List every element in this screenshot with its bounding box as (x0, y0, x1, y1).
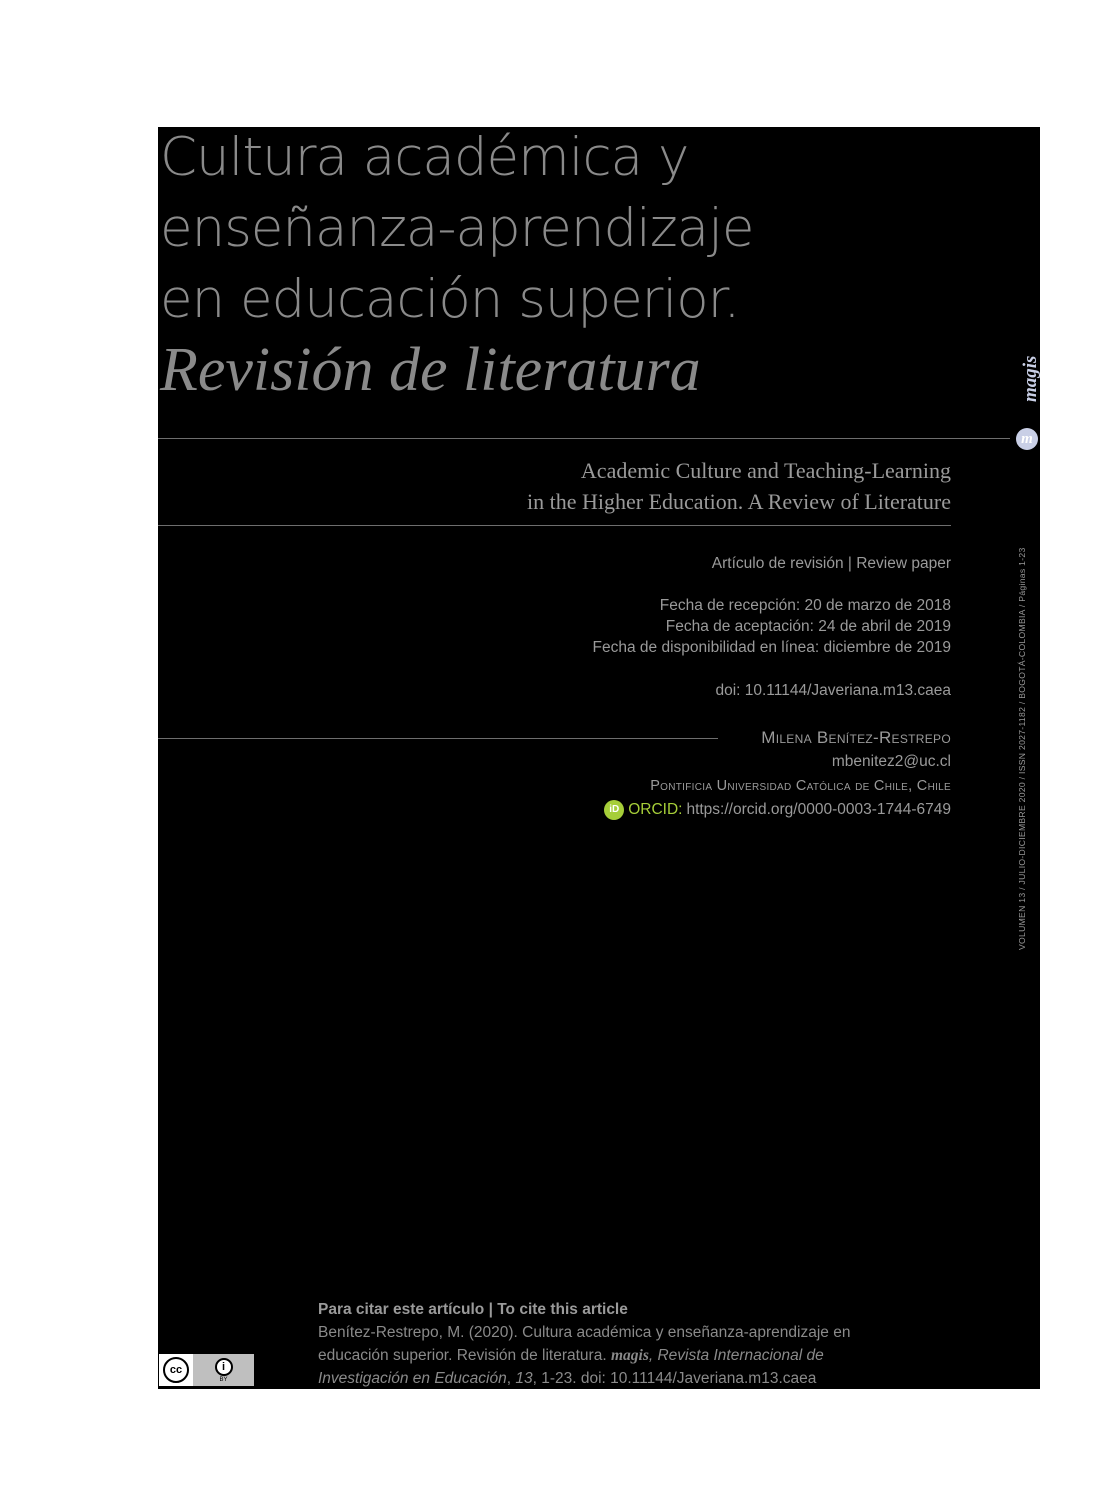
citation-block (318, 1298, 918, 1390)
citation-part-4: , 1-23. doi: 10.11144/Javeriana.m13.caea (532, 1370, 817, 1387)
citation-part-1: Benítez-Restrepo, M. (2020). Cultura académica y enseñanza-aprendizaje en educación superior. Revisión de literatura. (318, 1324, 851, 1364)
citation-volume: 13 (515, 1370, 533, 1387)
received-date: Fecha de recepción: 20 de marzo de 2018 (659, 597, 951, 614)
citation-journal-name: magis (610, 1347, 649, 1364)
article-type: Artículo de revisión | Review paper (711, 555, 951, 572)
author-name: Milena Benítez-Restrepo (761, 728, 951, 747)
title-line-2: enseñanza-aprendizaje (160, 198, 754, 259)
creative-commons-icon: cc (163, 1357, 189, 1383)
english-title-divider (158, 525, 951, 526)
english-title-line-1: Academic Culture and Teaching-Learning (580, 458, 951, 483)
cc-by-license-badge[interactable] (158, 1353, 255, 1387)
citation-part-2: , Revista Internacional de Investigación en Educación (318, 1347, 824, 1387)
online-date: Fecha de disponibilidad en línea: diciembre de 2019 (592, 639, 951, 656)
accepted-date: Fecha de aceptación: 24 de abril de 2019 (665, 618, 951, 635)
author-affiliation: Pontificia Universidad Católica de Chile, Chile (650, 778, 951, 794)
article-title (160, 122, 920, 403)
orcid-label: ORCID: (628, 801, 683, 818)
title-line-4: Revisión de literatura (160, 336, 701, 404)
orcid-icon: iD (604, 800, 624, 820)
doi: doi: 10.11144/Javeriana.m13.caea (715, 682, 951, 699)
magis-logo-icon: m (1016, 428, 1038, 450)
dates-block (593, 595, 951, 658)
orcid-row (604, 798, 951, 822)
title-line-3: en educación superior. (160, 269, 740, 330)
title-line-1: Cultura académica y (160, 127, 689, 188)
english-title (391, 455, 951, 517)
citation-text (318, 1321, 918, 1390)
cc-by-section (193, 1354, 254, 1386)
title-divider (158, 438, 1010, 439)
english-title-line-2: in the Higher Education. A Review of Literature (527, 489, 951, 514)
journal-side-info: VOLUMEN 13 / JULIO-DICIEMBRE 2020 / ISSN 2027-1182 / BOGOTÁ-COLOMBIA / Páginas 1-23 (1017, 547, 1027, 950)
citation-heading: Para citar este artículo | To cite this article (318, 1301, 628, 1318)
orcid-link[interactable]: https://orcid.org/0000-0003-1744-6749 (686, 801, 951, 818)
author-block (604, 726, 951, 822)
magis-wordmark: magis (1020, 355, 1041, 402)
citation-part-3: , (506, 1370, 516, 1387)
attribution-icon: i (215, 1358, 233, 1376)
by-label: BY (219, 1376, 228, 1383)
author-email[interactable]: mbenitez2@uc.cl (831, 753, 951, 770)
